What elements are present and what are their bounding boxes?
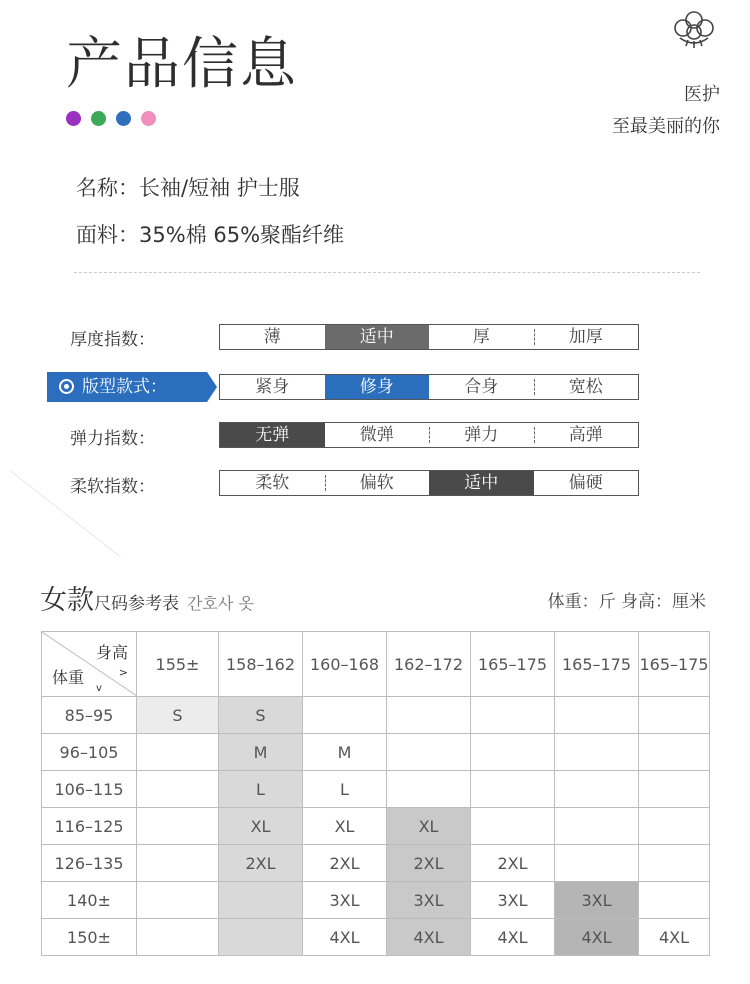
table-row	[42, 697, 710, 734]
size-cell: 3XL	[303, 882, 387, 919]
height-header: 155±	[137, 632, 219, 697]
thickness-label: 厚度指数：	[70, 330, 155, 350]
size-cell: 2XL	[387, 845, 471, 882]
weight-cell: 106–115	[42, 771, 137, 808]
color-dot-blue	[116, 111, 131, 126]
size-cell	[137, 771, 219, 808]
size-cell	[555, 771, 639, 808]
height-header: 165–175	[639, 632, 710, 697]
color-dot-purple	[66, 111, 81, 126]
size-cell: 4XL	[555, 919, 639, 956]
elasticity-option: 微弹	[359, 425, 394, 445]
softness-option-selected: 适中	[429, 471, 534, 495]
size-table	[41, 631, 710, 956]
size-cell	[639, 845, 710, 882]
divider	[74, 272, 700, 273]
size-cell	[555, 734, 639, 771]
thickness-option-selected: 适中	[325, 325, 430, 349]
fit-style-option-selected: 修身	[325, 375, 430, 399]
color-dot-pink	[141, 111, 156, 126]
height-header: 158–162	[219, 632, 303, 697]
size-cell: 3XL	[555, 882, 639, 919]
size-cell	[471, 697, 555, 734]
weight-cell: 150±	[42, 919, 137, 956]
thickness-scale	[219, 324, 639, 350]
weight-cell: 126–135	[42, 845, 137, 882]
size-cell: XL	[219, 808, 303, 845]
size-cell: 4XL	[639, 919, 710, 956]
size-cell	[639, 771, 710, 808]
elasticity-option: 高弹	[534, 423, 639, 447]
size-cell: M	[219, 734, 303, 771]
fit-style-option: 紧身	[255, 377, 290, 397]
slogan-line-1: 医护	[684, 84, 720, 105]
table-row	[42, 771, 710, 808]
elasticity-option: 弹力	[429, 423, 534, 447]
slogan-line-2: 至最美丽的你	[612, 116, 720, 137]
fit-style-label: 版型款式：	[47, 372, 207, 402]
table-row	[42, 808, 710, 845]
size-cell: L	[219, 771, 303, 808]
thickness-option: 厚	[472, 327, 490, 347]
softness-option: 偏软	[325, 471, 430, 495]
color-dots	[66, 111, 156, 126]
elasticity-option-selected: 无弹	[220, 423, 325, 447]
size-cell: S	[137, 697, 219, 734]
weight-cell: 140±	[42, 882, 137, 919]
size-cell	[387, 734, 471, 771]
size-cell: XL	[303, 808, 387, 845]
size-cell: 2XL	[303, 845, 387, 882]
size-cell	[137, 734, 219, 771]
weight-cell: 96–105	[42, 734, 137, 771]
size-chart-title: 女款尺码参考表 간호사 옷	[40, 585, 254, 616]
size-cell: 4XL	[387, 919, 471, 956]
size-cell	[137, 845, 219, 882]
size-cell: M	[303, 734, 387, 771]
table-row	[42, 919, 710, 956]
size-cell	[219, 919, 303, 956]
height-header: 165–175	[471, 632, 555, 697]
size-cell: L	[303, 771, 387, 808]
table-corner-cell: 身高 > 体重 v	[42, 632, 137, 697]
size-cell	[137, 919, 219, 956]
size-cell	[639, 808, 710, 845]
height-header: 160–168	[303, 632, 387, 697]
weight-cell: 85–95	[42, 697, 137, 734]
product-fabric: 面料：35%棉 65%聚酯纤维	[76, 223, 345, 247]
size-cell	[471, 808, 555, 845]
elasticity-label: 弹力指数：	[70, 429, 155, 449]
table-row	[42, 882, 710, 919]
size-cell	[555, 808, 639, 845]
softness-label: 柔软指数：	[70, 477, 155, 497]
table-row	[42, 845, 710, 882]
softness-option: 偏硬	[568, 473, 603, 493]
target-icon	[59, 379, 74, 394]
elasticity-scale	[219, 422, 639, 448]
fit-style-option: 宽松	[534, 375, 639, 399]
height-header: 165–175	[555, 632, 639, 697]
size-cell	[555, 697, 639, 734]
size-cell	[471, 771, 555, 808]
size-cell	[219, 882, 303, 919]
thickness-option: 薄	[263, 327, 281, 347]
fit-style-option: 合身	[464, 377, 499, 397]
size-cell: 4XL	[303, 919, 387, 956]
softness-scale	[219, 470, 639, 496]
page-title: 产品信息	[66, 32, 298, 97]
cotton-icon	[670, 8, 718, 52]
table-header-row	[42, 632, 710, 697]
size-cell	[555, 845, 639, 882]
size-cell	[639, 882, 710, 919]
size-cell: 4XL	[471, 919, 555, 956]
size-chart-units: 体重：斤 身高：厘米	[547, 592, 706, 612]
size-cell: 3XL	[471, 882, 555, 919]
thickness-option: 加厚	[534, 325, 639, 349]
product-name: 名称：长袖/短袖 护士服	[76, 176, 300, 200]
weight-cell: 116–125	[42, 808, 137, 845]
softness-option: 柔软	[255, 473, 290, 493]
size-cell	[639, 697, 710, 734]
size-cell: 2XL	[219, 845, 303, 882]
size-cell: XL	[387, 808, 471, 845]
size-cell	[387, 697, 471, 734]
table-row	[42, 734, 710, 771]
size-cell: 3XL	[387, 882, 471, 919]
height-header: 162–172	[387, 632, 471, 697]
size-cell: S	[219, 697, 303, 734]
size-cell	[387, 771, 471, 808]
size-cell	[639, 734, 710, 771]
fit-style-label-arrow	[207, 372, 217, 402]
size-cell: 2XL	[471, 845, 555, 882]
size-cell	[137, 882, 219, 919]
size-cell	[137, 808, 219, 845]
size-cell	[303, 697, 387, 734]
color-dot-green	[91, 111, 106, 126]
size-cell	[471, 734, 555, 771]
fit-style-scale	[219, 374, 639, 400]
